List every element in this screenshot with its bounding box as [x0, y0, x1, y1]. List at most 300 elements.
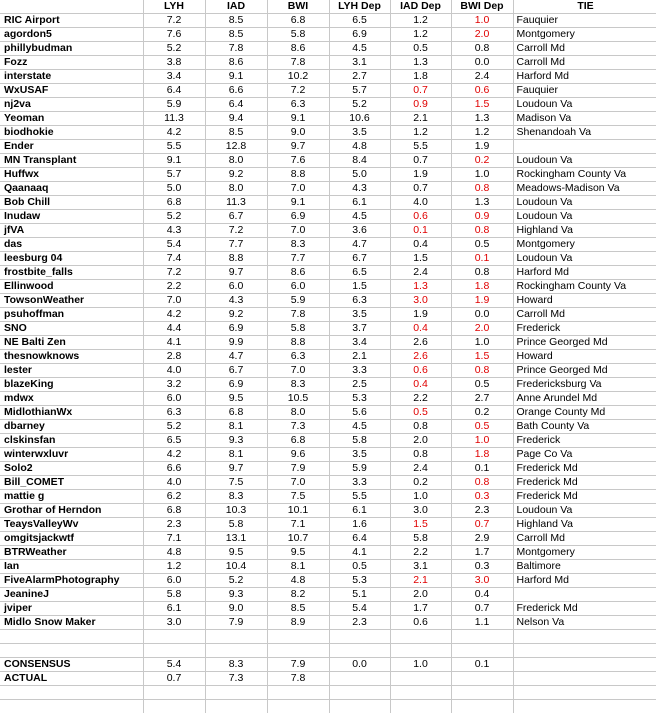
- cell-tie[interactable]: Page Co Va: [513, 448, 656, 462]
- cell-bwi-dep[interactable]: 1.0: [451, 14, 513, 28]
- cell-bwi[interactable]: 7.6: [267, 154, 329, 168]
- summary-cell-lyh-dep[interactable]: 0.0: [329, 658, 390, 672]
- empty-cell[interactable]: [143, 630, 205, 644]
- cell-tie[interactable]: Carroll Md: [513, 42, 656, 56]
- cell-iad-dep[interactable]: 2.6: [390, 336, 451, 350]
- cell-iad-dep[interactable]: 0.8: [390, 420, 451, 434]
- cell-iad-dep[interactable]: 0.8: [390, 448, 451, 462]
- cell-iad-dep[interactable]: 1.0: [390, 490, 451, 504]
- cell-tie[interactable]: Harford Md: [513, 574, 656, 588]
- cell-bwi[interactable]: 8.1: [267, 560, 329, 574]
- cell-bwi[interactable]: 8.6: [267, 42, 329, 56]
- empty-cell[interactable]: [0, 644, 143, 658]
- cell-lyh-dep[interactable]: 0.5: [329, 560, 390, 574]
- header-cell-tie[interactable]: TIE: [513, 0, 656, 14]
- cell-lyh-dep[interactable]: 4.5: [329, 420, 390, 434]
- cell-lyh-dep[interactable]: 3.4: [329, 336, 390, 350]
- cell-tie[interactable]: Loudoun Va: [513, 252, 656, 266]
- cell-iad[interactable]: 8.0: [205, 154, 267, 168]
- cell-tie[interactable]: Anne Arundel Md: [513, 392, 656, 406]
- cell-iad[interactable]: 7.5: [205, 476, 267, 490]
- cell-lyh[interactable]: 7.0: [143, 294, 205, 308]
- cell-tie[interactable]: Baltimore: [513, 560, 656, 574]
- cell-iad-dep[interactable]: 1.5: [390, 252, 451, 266]
- cell-bwi-dep[interactable]: 1.8: [451, 280, 513, 294]
- cell-bwi-dep[interactable]: 0.8: [451, 42, 513, 56]
- cell-lyh-dep[interactable]: 5.8: [329, 434, 390, 448]
- cell-bwi-dep[interactable]: 0.8: [451, 364, 513, 378]
- summary-cell-lyh[interactable]: 0.7: [143, 672, 205, 686]
- cell-lyh-dep[interactable]: 4.7: [329, 238, 390, 252]
- cell-lyh[interactable]: 6.8: [143, 196, 205, 210]
- cell-iad[interactable]: 7.8: [205, 42, 267, 56]
- cell-lyh-dep[interactable]: 6.3: [329, 294, 390, 308]
- cell-lyh[interactable]: 4.2: [143, 308, 205, 322]
- cell-lyh[interactable]: 4.0: [143, 476, 205, 490]
- cell-bwi-dep[interactable]: 0.5: [451, 420, 513, 434]
- cell-lyh-dep[interactable]: 10.6: [329, 112, 390, 126]
- cell-tie[interactable]: Frederick Md: [513, 476, 656, 490]
- cell-iad[interactable]: 9.3: [205, 588, 267, 602]
- cell-bwi[interactable]: 9.1: [267, 112, 329, 126]
- empty-cell[interactable]: [390, 686, 451, 700]
- cell-iad-dep[interactable]: 0.6: [390, 616, 451, 630]
- cell-lyh-dep[interactable]: 3.6: [329, 224, 390, 238]
- cell-bwi-dep[interactable]: 0.8: [451, 266, 513, 280]
- cell-lyh-dep[interactable]: 6.7: [329, 252, 390, 266]
- cell-tie[interactable]: Harford Md: [513, 70, 656, 84]
- cell-bwi-dep[interactable]: 1.0: [451, 434, 513, 448]
- cell-tie[interactable]: Fredericksburg Va: [513, 378, 656, 392]
- cell-name[interactable]: Ellinwood: [0, 280, 143, 294]
- cell-name[interactable]: Grothar of Herndon: [0, 504, 143, 518]
- cell-bwi[interactable]: 6.3: [267, 350, 329, 364]
- cell-bwi-dep[interactable]: 2.0: [451, 28, 513, 42]
- cell-lyh[interactable]: 2.8: [143, 350, 205, 364]
- empty-cell[interactable]: [267, 700, 329, 713]
- summary-cell-bwi[interactable]: 7.9: [267, 658, 329, 672]
- cell-lyh[interactable]: 6.0: [143, 574, 205, 588]
- summary-cell-bwi-dep[interactable]: 0.1: [451, 658, 513, 672]
- cell-bwi-dep[interactable]: 0.8: [451, 182, 513, 196]
- cell-tie[interactable]: Highland Va: [513, 224, 656, 238]
- cell-bwi-dep[interactable]: 0.3: [451, 490, 513, 504]
- cell-lyh[interactable]: 1.2: [143, 560, 205, 574]
- cell-lyh-dep[interactable]: 2.5: [329, 378, 390, 392]
- cell-name[interactable]: SNO: [0, 322, 143, 336]
- cell-iad-dep[interactable]: 1.2: [390, 14, 451, 28]
- cell-tie[interactable]: [513, 588, 656, 602]
- summary-cell-lyh-dep[interactable]: [329, 672, 390, 686]
- cell-tie[interactable]: Loudoun Va: [513, 210, 656, 224]
- cell-iad[interactable]: 8.3: [205, 490, 267, 504]
- cell-bwi-dep[interactable]: 1.1: [451, 616, 513, 630]
- cell-iad[interactable]: 9.7: [205, 266, 267, 280]
- cell-tie[interactable]: Loudoun Va: [513, 196, 656, 210]
- cell-bwi-dep[interactable]: 2.9: [451, 532, 513, 546]
- cell-lyh-dep[interactable]: 4.5: [329, 210, 390, 224]
- cell-name[interactable]: NE Balti Zen: [0, 336, 143, 350]
- cell-tie[interactable]: [513, 140, 656, 154]
- cell-bwi[interactable]: 8.5: [267, 602, 329, 616]
- cell-lyh[interactable]: 6.3: [143, 406, 205, 420]
- empty-cell[interactable]: [390, 630, 451, 644]
- cell-iad-dep[interactable]: 5.5: [390, 140, 451, 154]
- cell-lyh-dep[interactable]: 3.3: [329, 364, 390, 378]
- empty-cell[interactable]: [513, 630, 656, 644]
- empty-cell[interactable]: [513, 686, 656, 700]
- cell-lyh[interactable]: 3.0: [143, 616, 205, 630]
- cell-lyh[interactable]: 7.2: [143, 14, 205, 28]
- cell-lyh[interactable]: 6.6: [143, 462, 205, 476]
- cell-lyh[interactable]: 3.2: [143, 378, 205, 392]
- cell-iad[interactable]: 9.7: [205, 462, 267, 476]
- cell-iad-dep[interactable]: 0.7: [390, 154, 451, 168]
- cell-name[interactable]: Bill_COMET: [0, 476, 143, 490]
- cell-iad[interactable]: 8.1: [205, 448, 267, 462]
- cell-iad-dep[interactable]: 1.2: [390, 28, 451, 42]
- cell-lyh[interactable]: 7.2: [143, 266, 205, 280]
- cell-lyh-dep[interactable]: 5.6: [329, 406, 390, 420]
- cell-lyh[interactable]: 5.8: [143, 588, 205, 602]
- empty-cell[interactable]: [329, 700, 390, 713]
- empty-cell[interactable]: [205, 686, 267, 700]
- cell-tie[interactable]: Montgomery: [513, 28, 656, 42]
- cell-name[interactable]: jviper: [0, 602, 143, 616]
- cell-bwi[interactable]: 4.8: [267, 574, 329, 588]
- cell-bwi[interactable]: 7.9: [267, 462, 329, 476]
- cell-lyh-dep[interactable]: 6.9: [329, 28, 390, 42]
- cell-lyh-dep[interactable]: 5.4: [329, 602, 390, 616]
- cell-iad[interactable]: 4.7: [205, 350, 267, 364]
- cell-bwi-dep[interactable]: 1.5: [451, 350, 513, 364]
- cell-name[interactable]: BTRWeather: [0, 546, 143, 560]
- cell-iad[interactable]: 8.0: [205, 182, 267, 196]
- cell-lyh[interactable]: 6.8: [143, 504, 205, 518]
- cell-iad-dep[interactable]: 1.9: [390, 168, 451, 182]
- header-cell-bwi[interactable]: BWI: [267, 0, 329, 14]
- cell-bwi[interactable]: 7.0: [267, 224, 329, 238]
- empty-cell[interactable]: [329, 686, 390, 700]
- cell-iad[interactable]: 8.5: [205, 14, 267, 28]
- cell-iad[interactable]: 9.1: [205, 70, 267, 84]
- cell-bwi[interactable]: 7.3: [267, 420, 329, 434]
- cell-lyh-dep[interactable]: 5.5: [329, 490, 390, 504]
- summary-cell-bwi-dep[interactable]: [451, 672, 513, 686]
- cell-lyh[interactable]: 5.5: [143, 140, 205, 154]
- cell-bwi[interactable]: 7.8: [267, 56, 329, 70]
- cell-name[interactable]: blazeKing: [0, 378, 143, 392]
- cell-lyh-dep[interactable]: 4.8: [329, 140, 390, 154]
- cell-bwi[interactable]: 7.1: [267, 518, 329, 532]
- cell-lyh-dep[interactable]: 5.7: [329, 84, 390, 98]
- cell-lyh-dep[interactable]: 4.3: [329, 182, 390, 196]
- cell-iad-dep[interactable]: 0.9: [390, 98, 451, 112]
- cell-iad[interactable]: 5.2: [205, 574, 267, 588]
- cell-tie[interactable]: Howard: [513, 294, 656, 308]
- cell-iad[interactable]: 6.6: [205, 84, 267, 98]
- cell-lyh-dep[interactable]: 3.5: [329, 308, 390, 322]
- cell-name[interactable]: mattie g: [0, 490, 143, 504]
- cell-tie[interactable]: Carroll Md: [513, 56, 656, 70]
- cell-bwi-dep[interactable]: 1.0: [451, 336, 513, 350]
- empty-cell[interactable]: [451, 686, 513, 700]
- cell-iad[interactable]: 6.4: [205, 98, 267, 112]
- cell-tie[interactable]: Prince Georged Md: [513, 336, 656, 350]
- empty-cell[interactable]: [513, 700, 656, 713]
- cell-iad[interactable]: 13.1: [205, 532, 267, 546]
- cell-iad[interactable]: 9.4: [205, 112, 267, 126]
- cell-tie[interactable]: Loudoun Va: [513, 504, 656, 518]
- cell-bwi[interactable]: 8.9: [267, 616, 329, 630]
- cell-lyh[interactable]: 4.4: [143, 322, 205, 336]
- empty-cell[interactable]: [267, 630, 329, 644]
- empty-cell[interactable]: [451, 630, 513, 644]
- cell-iad[interactable]: 6.7: [205, 210, 267, 224]
- cell-iad[interactable]: 8.5: [205, 28, 267, 42]
- cell-iad-dep[interactable]: 4.0: [390, 196, 451, 210]
- cell-iad-dep[interactable]: 3.0: [390, 504, 451, 518]
- cell-tie[interactable]: Montgomery: [513, 546, 656, 560]
- cell-tie[interactable]: Prince Georged Md: [513, 364, 656, 378]
- cell-iad[interactable]: 8.5: [205, 126, 267, 140]
- cell-bwi[interactable]: 10.7: [267, 532, 329, 546]
- cell-bwi-dep[interactable]: 1.0: [451, 168, 513, 182]
- cell-lyh[interactable]: 6.0: [143, 392, 205, 406]
- cell-name[interactable]: nj2va: [0, 98, 143, 112]
- cell-lyh-dep[interactable]: 6.1: [329, 504, 390, 518]
- cell-iad-dep[interactable]: 1.3: [390, 280, 451, 294]
- cell-bwi-dep[interactable]: 1.5: [451, 98, 513, 112]
- cell-bwi[interactable]: 5.9: [267, 294, 329, 308]
- cell-lyh-dep[interactable]: 1.5: [329, 280, 390, 294]
- cell-tie[interactable]: Loudoun Va: [513, 98, 656, 112]
- cell-bwi-dep[interactable]: 0.7: [451, 602, 513, 616]
- cell-name[interactable]: jfVA: [0, 224, 143, 238]
- cell-lyh[interactable]: 5.7: [143, 168, 205, 182]
- cell-iad-dep[interactable]: 2.2: [390, 546, 451, 560]
- cell-tie[interactable]: Shenandoah Va: [513, 126, 656, 140]
- cell-name[interactable]: lester: [0, 364, 143, 378]
- cell-tie[interactable]: Frederick Md: [513, 490, 656, 504]
- summary-cell-iad-dep[interactable]: [390, 672, 451, 686]
- cell-name[interactable]: Bob Chill: [0, 196, 143, 210]
- cell-iad-dep[interactable]: 2.4: [390, 462, 451, 476]
- cell-lyh[interactable]: 4.0: [143, 364, 205, 378]
- cell-iad[interactable]: 9.9: [205, 336, 267, 350]
- cell-iad[interactable]: 7.9: [205, 616, 267, 630]
- cell-name[interactable]: WxUSAF: [0, 84, 143, 98]
- cell-tie[interactable]: Harford Md: [513, 266, 656, 280]
- cell-bwi[interactable]: 9.5: [267, 546, 329, 560]
- cell-tie[interactable]: Fauquier: [513, 84, 656, 98]
- empty-cell[interactable]: [0, 700, 143, 713]
- cell-bwi-dep[interactable]: 0.2: [451, 154, 513, 168]
- cell-lyh-dep[interactable]: 5.0: [329, 168, 390, 182]
- cell-bwi-dep[interactable]: 0.6: [451, 84, 513, 98]
- cell-tie[interactable]: Highland Va: [513, 518, 656, 532]
- cell-name[interactable]: interstate: [0, 70, 143, 84]
- cell-bwi[interactable]: 7.2: [267, 84, 329, 98]
- cell-iad-dep[interactable]: 1.5: [390, 518, 451, 532]
- cell-iad-dep[interactable]: 1.9: [390, 308, 451, 322]
- cell-iad-dep[interactable]: 2.6: [390, 350, 451, 364]
- cell-bwi[interactable]: 7.8: [267, 308, 329, 322]
- cell-bwi-dep[interactable]: 0.5: [451, 238, 513, 252]
- cell-iad[interactable]: 6.0: [205, 280, 267, 294]
- cell-name[interactable]: psuhoffman: [0, 308, 143, 322]
- cell-name[interactable]: TeaysValleyWv: [0, 518, 143, 532]
- cell-bwi-dep[interactable]: 0.8: [451, 224, 513, 238]
- empty-cell[interactable]: [329, 644, 390, 658]
- cell-iad-dep[interactable]: 2.0: [390, 434, 451, 448]
- cell-iad[interactable]: 9.5: [205, 546, 267, 560]
- cell-iad-dep[interactable]: 2.0: [390, 588, 451, 602]
- cell-lyh-dep[interactable]: 5.3: [329, 392, 390, 406]
- header-cell-iad[interactable]: IAD: [205, 0, 267, 14]
- cell-bwi[interactable]: 6.8: [267, 14, 329, 28]
- cell-tie[interactable]: Frederick: [513, 322, 656, 336]
- cell-bwi[interactable]: 6.9: [267, 210, 329, 224]
- cell-name[interactable]: Inudaw: [0, 210, 143, 224]
- cell-bwi[interactable]: 8.0: [267, 406, 329, 420]
- cell-name[interactable]: Ender: [0, 140, 143, 154]
- cell-bwi-dep[interactable]: 0.3: [451, 560, 513, 574]
- cell-lyh-dep[interactable]: 2.7: [329, 70, 390, 84]
- empty-cell[interactable]: [143, 686, 205, 700]
- cell-lyh-dep[interactable]: 3.3: [329, 476, 390, 490]
- empty-cell[interactable]: [267, 644, 329, 658]
- cell-bwi-dep[interactable]: 1.8: [451, 448, 513, 462]
- cell-lyh[interactable]: 5.4: [143, 238, 205, 252]
- cell-lyh-dep[interactable]: 2.3: [329, 616, 390, 630]
- summary-cell-iad[interactable]: 7.3: [205, 672, 267, 686]
- cell-bwi-dep[interactable]: 2.3: [451, 504, 513, 518]
- cell-lyh-dep[interactable]: 6.1: [329, 196, 390, 210]
- summary-cell-iad-dep[interactable]: 1.0: [390, 658, 451, 672]
- cell-bwi[interactable]: 10.1: [267, 504, 329, 518]
- cell-iad[interactable]: 7.2: [205, 224, 267, 238]
- summary-cell-tie[interactable]: [513, 658, 656, 672]
- cell-bwi[interactable]: 9.6: [267, 448, 329, 462]
- cell-tie[interactable]: Meadows-Madison Va: [513, 182, 656, 196]
- empty-cell[interactable]: [329, 630, 390, 644]
- cell-lyh[interactable]: 5.2: [143, 42, 205, 56]
- cell-bwi-dep[interactable]: 0.5: [451, 378, 513, 392]
- cell-name[interactable]: RIC Airport: [0, 14, 143, 28]
- header-cell-bwi-dep[interactable]: BWI Dep: [451, 0, 513, 14]
- cell-iad[interactable]: 6.9: [205, 378, 267, 392]
- cell-bwi[interactable]: 7.7: [267, 252, 329, 266]
- cell-iad-dep[interactable]: 1.3: [390, 56, 451, 70]
- cell-tie[interactable]: Carroll Md: [513, 532, 656, 546]
- cell-name[interactable]: frostbite_falls: [0, 266, 143, 280]
- cell-bwi-dep[interactable]: 0.0: [451, 308, 513, 322]
- cell-lyh-dep[interactable]: 2.1: [329, 350, 390, 364]
- empty-cell[interactable]: [205, 700, 267, 713]
- cell-lyh[interactable]: 6.4: [143, 84, 205, 98]
- cell-bwi[interactable]: 6.8: [267, 434, 329, 448]
- cell-bwi-dep[interactable]: 0.4: [451, 588, 513, 602]
- cell-iad-dep[interactable]: 2.4: [390, 266, 451, 280]
- cell-name[interactable]: mdwx: [0, 392, 143, 406]
- cell-iad-dep[interactable]: 0.6: [390, 210, 451, 224]
- cell-bwi-dep[interactable]: 1.3: [451, 196, 513, 210]
- cell-iad[interactable]: 6.7: [205, 364, 267, 378]
- cell-lyh[interactable]: 6.2: [143, 490, 205, 504]
- cell-bwi[interactable]: 6.3: [267, 98, 329, 112]
- cell-bwi[interactable]: 7.0: [267, 182, 329, 196]
- cell-iad[interactable]: 9.5: [205, 392, 267, 406]
- cell-bwi-dep[interactable]: 1.9: [451, 140, 513, 154]
- empty-cell[interactable]: [0, 630, 143, 644]
- cell-iad-dep[interactable]: 0.4: [390, 238, 451, 252]
- cell-lyh[interactable]: 5.0: [143, 182, 205, 196]
- cell-bwi-dep[interactable]: 0.1: [451, 462, 513, 476]
- cell-lyh[interactable]: 9.1: [143, 154, 205, 168]
- cell-bwi[interactable]: 6.0: [267, 280, 329, 294]
- cell-name[interactable]: leesburg 04: [0, 252, 143, 266]
- cell-bwi[interactable]: 5.8: [267, 28, 329, 42]
- cell-bwi-dep[interactable]: 1.3: [451, 112, 513, 126]
- cell-bwi-dep[interactable]: 0.2: [451, 406, 513, 420]
- cell-lyh-dep[interactable]: 5.9: [329, 462, 390, 476]
- cell-iad-dep[interactable]: 1.7: [390, 602, 451, 616]
- cell-name[interactable]: dbarney: [0, 420, 143, 434]
- cell-name[interactable]: omgitsjackwtf: [0, 532, 143, 546]
- cell-iad[interactable]: 9.2: [205, 168, 267, 182]
- cell-bwi[interactable]: 7.5: [267, 490, 329, 504]
- cell-iad[interactable]: 8.6: [205, 56, 267, 70]
- cell-iad-dep[interactable]: 0.6: [390, 364, 451, 378]
- empty-cell[interactable]: [143, 644, 205, 658]
- cell-iad-dep[interactable]: 0.5: [390, 42, 451, 56]
- cell-bwi-dep[interactable]: 0.0: [451, 56, 513, 70]
- cell-lyh[interactable]: 4.3: [143, 224, 205, 238]
- cell-name[interactable]: FiveAlarmPhotography: [0, 574, 143, 588]
- cell-bwi-dep[interactable]: 2.7: [451, 392, 513, 406]
- cell-lyh[interactable]: 7.1: [143, 532, 205, 546]
- cell-lyh-dep[interactable]: 5.1: [329, 588, 390, 602]
- cell-iad-dep[interactable]: 0.1: [390, 224, 451, 238]
- cell-iad[interactable]: 9.3: [205, 434, 267, 448]
- cell-iad-dep[interactable]: 1.2: [390, 126, 451, 140]
- cell-iad[interactable]: 7.7: [205, 238, 267, 252]
- cell-bwi[interactable]: 9.7: [267, 140, 329, 154]
- cell-name[interactable]: TowsonWeather: [0, 294, 143, 308]
- cell-tie[interactable]: Frederick: [513, 434, 656, 448]
- cell-bwi-dep[interactable]: 3.0: [451, 574, 513, 588]
- empty-cell[interactable]: [143, 700, 205, 713]
- summary-cell-name[interactable]: ACTUAL: [0, 672, 143, 686]
- cell-bwi[interactable]: 7.0: [267, 364, 329, 378]
- cell-iad[interactable]: 9.2: [205, 308, 267, 322]
- cell-lyh-dep[interactable]: 3.1: [329, 56, 390, 70]
- cell-lyh-dep[interactable]: 3.5: [329, 448, 390, 462]
- cell-tie[interactable]: Loudoun Va: [513, 154, 656, 168]
- cell-iad[interactable]: 12.8: [205, 140, 267, 154]
- cell-lyh[interactable]: 4.2: [143, 126, 205, 140]
- cell-name[interactable]: thesnowknows: [0, 350, 143, 364]
- cell-name[interactable]: MidlothianWx: [0, 406, 143, 420]
- cell-name[interactable]: agordon5: [0, 28, 143, 42]
- cell-bwi-dep[interactable]: 1.2: [451, 126, 513, 140]
- cell-lyh[interactable]: 7.6: [143, 28, 205, 42]
- cell-tie[interactable]: Howard: [513, 350, 656, 364]
- cell-iad-dep[interactable]: 0.4: [390, 378, 451, 392]
- cell-lyh[interactable]: 3.8: [143, 56, 205, 70]
- cell-name[interactable]: Ian: [0, 560, 143, 574]
